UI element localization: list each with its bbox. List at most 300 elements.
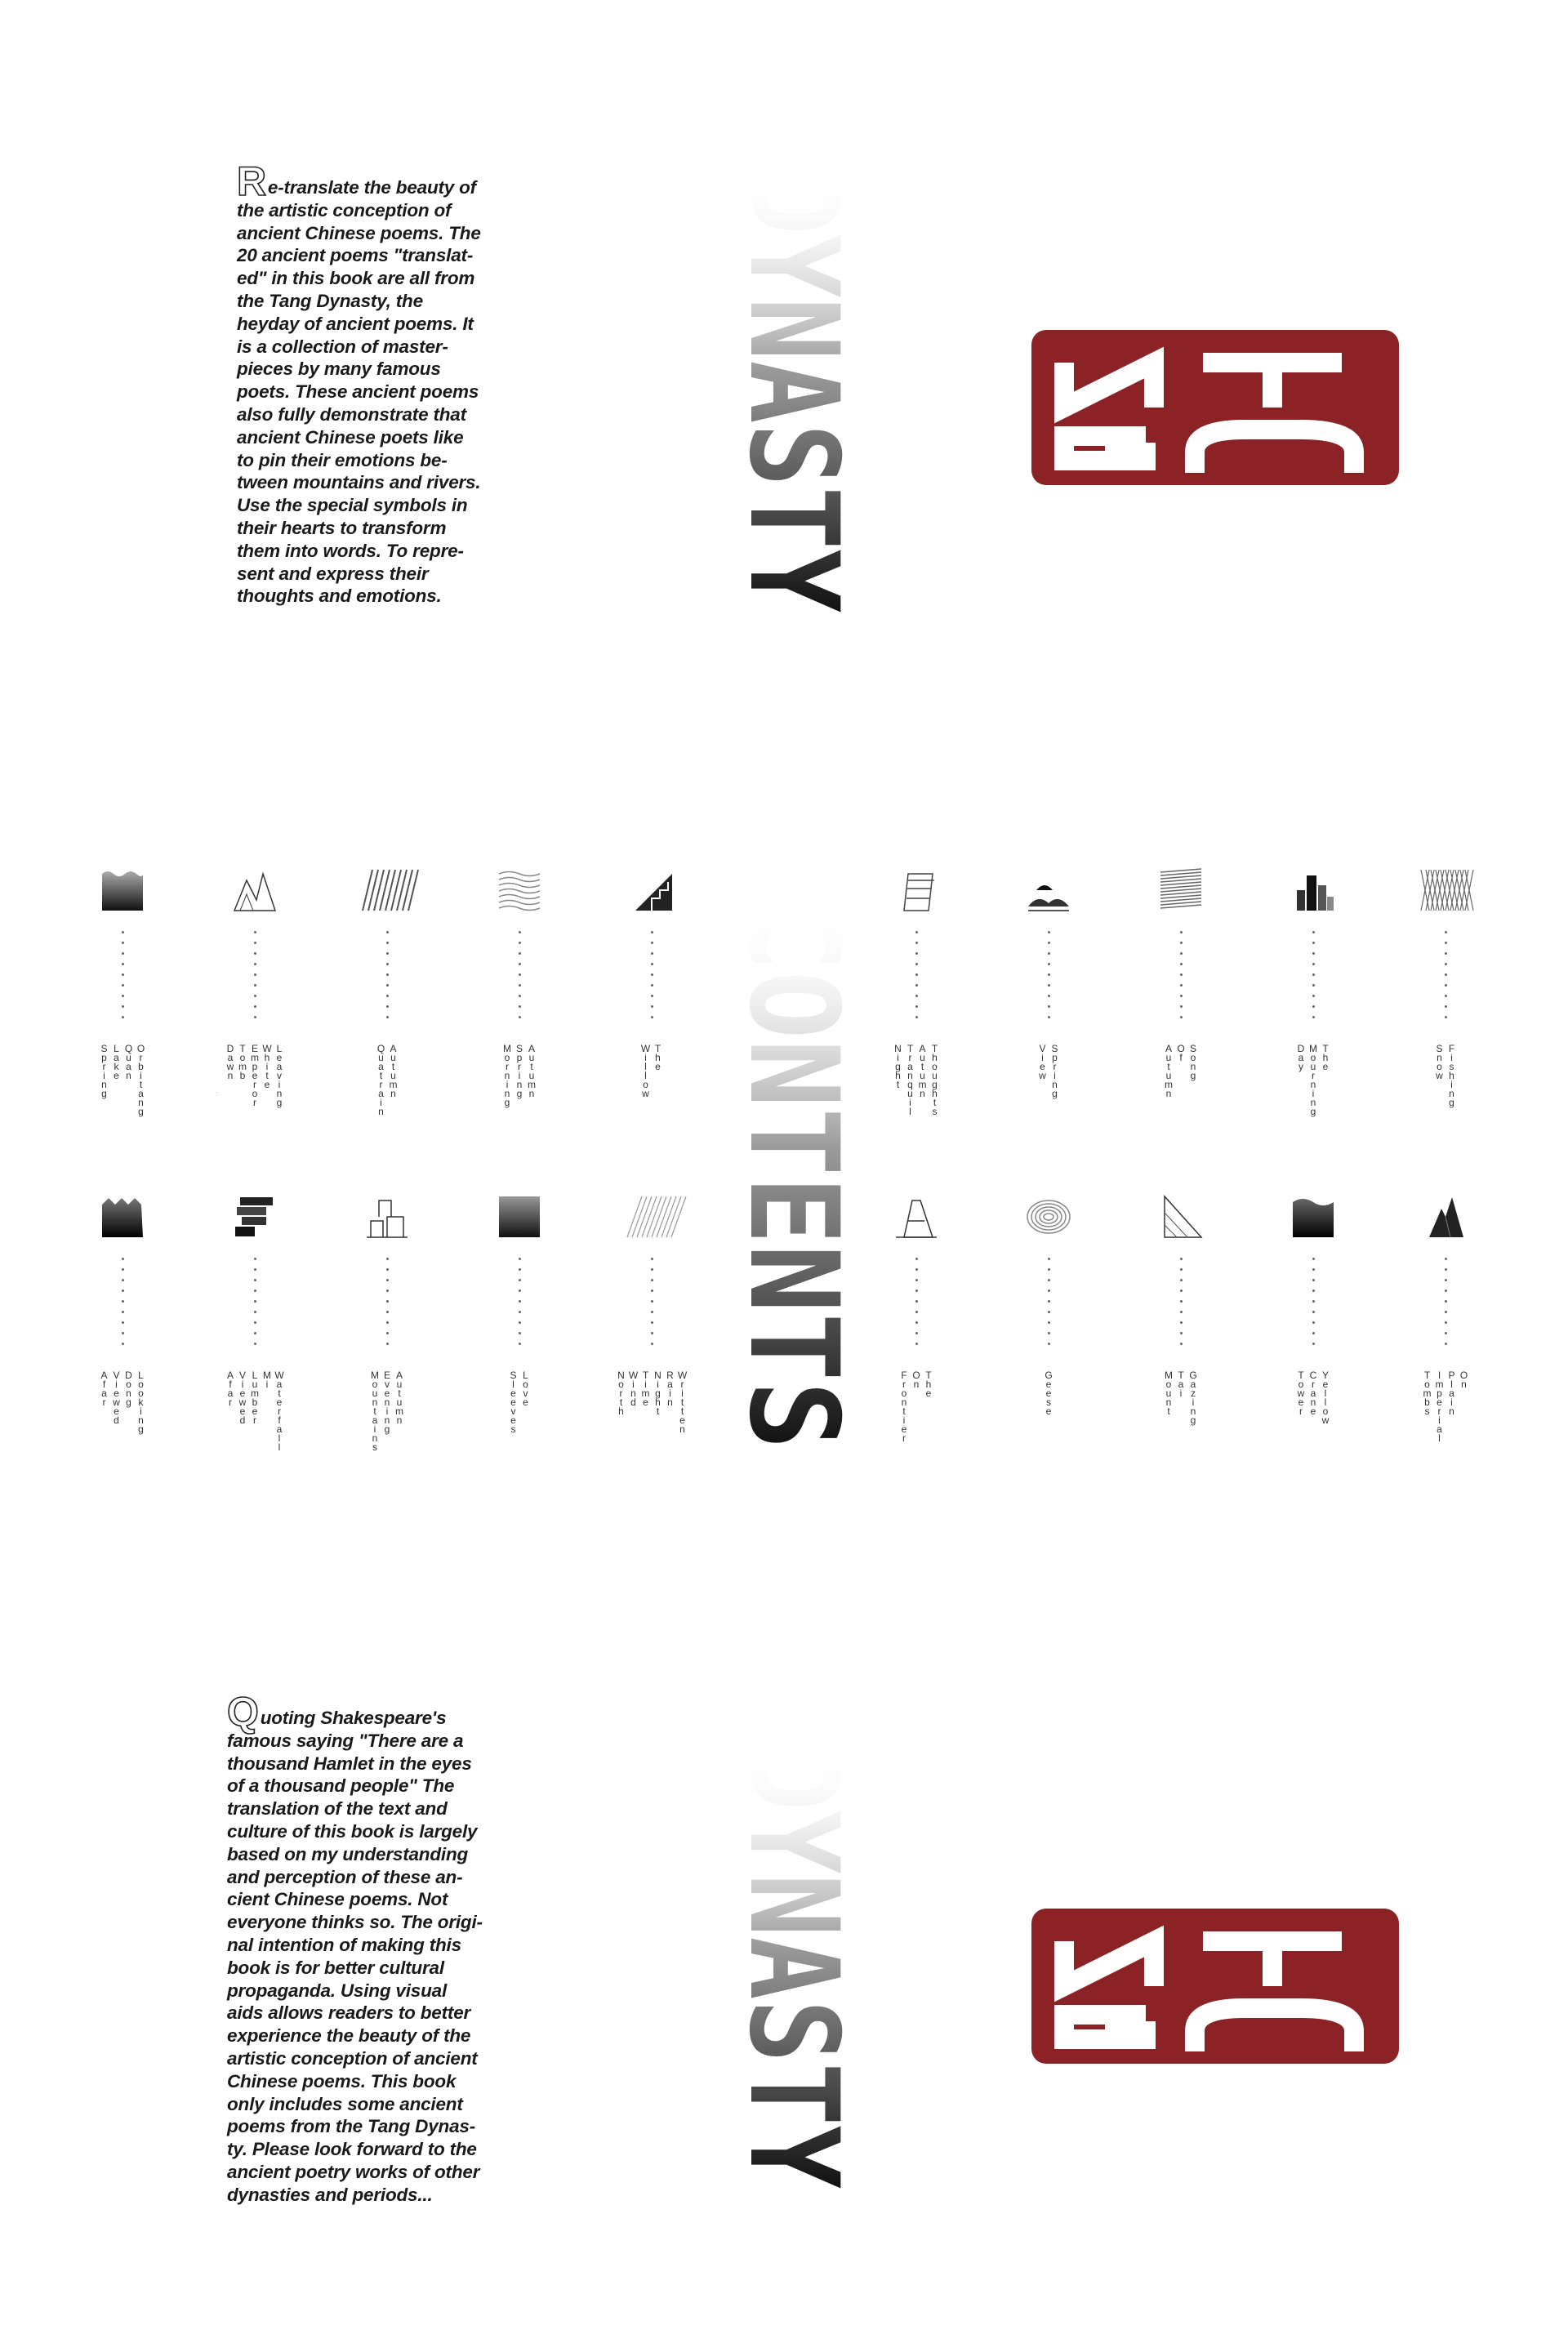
title-word: Autumn: [387, 1043, 399, 1097]
dot: [122, 1258, 124, 1260]
dot: [1048, 1321, 1050, 1324]
dot: [519, 931, 521, 933]
item-title: [100, 1370, 146, 1432]
title-word: Lake: [110, 1043, 122, 1079]
intro-line: the Tang Dynasty, the: [237, 290, 423, 311]
title-word: Spring: [1049, 1043, 1061, 1097]
intro-line: cient Chinese poems. Not: [227, 1889, 448, 1910]
dot: [1445, 963, 1447, 965]
title-word: Tower: [1295, 1370, 1307, 1414]
title-word: Love: [519, 1370, 532, 1405]
dot: [1180, 1290, 1183, 1292]
dot: [1312, 995, 1315, 997]
title-word: Dawn: [225, 1043, 236, 1079]
dot: [519, 1016, 521, 1018]
intro-line: them into words. To repre-: [237, 540, 464, 561]
title-word: Mountains: [369, 1370, 381, 1450]
dot: [1180, 1279, 1183, 1281]
dot: [915, 1268, 918, 1271]
intro-line: Use the special symbols in: [237, 495, 468, 516]
intro-line: also fully demonstrate that: [237, 403, 466, 425]
dot: [651, 984, 653, 987]
dot: [1180, 1016, 1183, 1018]
title-word: The: [652, 1043, 664, 1070]
dot: [1180, 931, 1183, 933]
intro-line: dynasties and periods...: [227, 2184, 433, 2205]
dot: [254, 1332, 256, 1334]
dot: [915, 995, 918, 997]
dot: [122, 1332, 124, 1334]
dot: [519, 973, 521, 976]
dot-leader: [386, 931, 389, 1025]
dot-leader: [519, 1258, 521, 1352]
dot: [386, 1268, 389, 1271]
title-word: Autumn: [526, 1043, 537, 1097]
peak-icon: [1421, 1192, 1470, 1241]
intro-line: pieces by many famous: [237, 359, 441, 380]
dot: [254, 995, 256, 997]
intro-line: poets. These ancient poems: [237, 381, 479, 403]
dot-leader: [1048, 1258, 1050, 1352]
dot: [519, 942, 521, 944]
title-word: Waterfall: [274, 1370, 285, 1450]
dot: [386, 973, 389, 976]
dot-leader: [1180, 931, 1183, 1025]
intro-line: propaganda. Using visual: [227, 1980, 448, 2001]
dot: [1048, 1258, 1050, 1260]
square-gradient-icon: [495, 1192, 544, 1241]
dot: [915, 1258, 918, 1260]
dot: [1445, 931, 1447, 933]
title-word: Afar: [98, 1370, 110, 1405]
dot: [519, 963, 521, 965]
dot-leader: [254, 931, 256, 1025]
dot: [386, 942, 389, 944]
intro-line: of a thousand people" The: [227, 1775, 455, 1797]
item-title: [617, 1370, 688, 1432]
dot: [1180, 1321, 1183, 1324]
dot-leader: [254, 1258, 256, 1352]
tang-logo-top: [1031, 330, 1399, 485]
contents-item[interactable]: [1272, 866, 1354, 1115]
title-word: Dong: [122, 1370, 135, 1405]
dot: [1048, 1343, 1050, 1345]
title-word: Willow: [639, 1043, 652, 1097]
dot: [1180, 1332, 1183, 1334]
title-word: View: [1036, 1043, 1049, 1079]
dot: [1445, 984, 1447, 987]
intro-line: famous saying "There are a: [227, 1730, 464, 1751]
intro-lines: [227, 1730, 497, 2207]
dot: [386, 1005, 389, 1008]
dot: [122, 1300, 124, 1303]
dot: [1180, 1005, 1183, 1008]
dot: [519, 1311, 521, 1313]
dot: [122, 1005, 124, 1008]
intro-first-line: e-translate the beauty of: [267, 177, 476, 198]
dot-leader: [915, 931, 918, 1025]
dot-leader: [651, 1258, 653, 1352]
dot: [1180, 952, 1183, 955]
intro-line: 20 ancient poems "translat-: [237, 245, 474, 266]
intro-line: poems from the Tang Dynas-: [227, 2116, 476, 2137]
dot: [915, 1005, 918, 1008]
dot: [1312, 1005, 1315, 1008]
dot-leader: [1180, 1258, 1183, 1352]
dot: [122, 942, 124, 944]
dot: [1312, 1279, 1315, 1281]
dot: [386, 1311, 389, 1313]
dot: [1312, 1016, 1315, 1018]
title-word: Mourning: [1307, 1043, 1319, 1115]
intro-line: and perception of these an-: [227, 1866, 463, 1887]
dot: [1312, 1343, 1315, 1345]
wave-dark-icon: [98, 1192, 147, 1241]
dot: [1445, 1258, 1447, 1260]
intro-line: experience the beauty of the: [227, 2025, 471, 2047]
dot: [1445, 1290, 1447, 1292]
triangle-icon: [1156, 1192, 1205, 1241]
intro-lines: [237, 199, 498, 608]
title-word: North: [615, 1370, 627, 1414]
dot: [122, 1268, 124, 1271]
tower-icon: [892, 1192, 941, 1241]
dot: [651, 973, 653, 976]
dot: [1048, 1268, 1050, 1271]
dot-leader: [122, 931, 124, 1025]
intro-line: the artistic conception of: [237, 199, 452, 220]
dot: [386, 1300, 389, 1303]
intro-paragraph-top: [237, 158, 498, 608]
intro-lead-line: [227, 1689, 497, 1735]
dot: [1312, 1268, 1315, 1271]
dot: [915, 1279, 918, 1281]
dot: [651, 1290, 653, 1292]
title-word: Spring: [514, 1043, 525, 1097]
dot: [1445, 942, 1447, 944]
dot: [122, 1016, 124, 1018]
contents-item[interactable]: [214, 866, 296, 1106]
title-word: Tombs: [1421, 1370, 1433, 1414]
contents-item[interactable]: [1140, 1192, 1222, 1423]
dot: [1445, 1321, 1447, 1324]
dot: [122, 984, 124, 987]
dot: [122, 1279, 124, 1281]
title-word: Thoughts: [929, 1043, 941, 1115]
dot: [651, 1300, 653, 1303]
title-word: Leaving: [274, 1043, 285, 1106]
dot: [254, 1268, 256, 1271]
intro-line: ed" in this book are all from: [237, 268, 475, 289]
title-word: White: [261, 1043, 273, 1088]
dot: [1180, 995, 1183, 997]
dot: [122, 1311, 124, 1313]
title-word: Autumn: [1163, 1043, 1174, 1097]
dot: [1312, 931, 1315, 933]
dot: [1180, 973, 1183, 976]
dot-leader: [1312, 1258, 1315, 1352]
title-word: Looking: [135, 1370, 147, 1432]
dot: [1180, 1258, 1183, 1260]
dot: [1048, 931, 1050, 933]
dot: [915, 984, 918, 987]
dot: [1312, 1258, 1315, 1260]
item-title: [225, 1043, 284, 1106]
dot: [1180, 942, 1183, 944]
wave-gradient-icon: [98, 866, 147, 915]
dot: [386, 1332, 389, 1334]
title-word: The: [923, 1370, 934, 1396]
title-word: Tranquil: [904, 1043, 916, 1115]
dot: [386, 1258, 389, 1260]
contents-item[interactable]: [611, 866, 693, 1097]
contents-item[interactable]: [1405, 866, 1486, 1106]
item-title: [899, 1370, 933, 1441]
dot: [915, 1290, 918, 1292]
title-word: Night: [892, 1043, 904, 1088]
title-word: Lumber: [249, 1370, 261, 1423]
intro-line: only includes some ancient: [227, 2093, 463, 2114]
dot: [519, 984, 521, 987]
intro-line: ancient Chinese poets like: [237, 426, 464, 448]
intro-line: their hearts to transform: [237, 517, 447, 538]
dot: [1445, 1279, 1447, 1281]
dot: [1048, 1300, 1050, 1303]
intro-line: aids allows readers to better: [227, 2002, 471, 2024]
intro-line: ancient Chinese poems. The: [237, 222, 481, 243]
item-title: [225, 1370, 284, 1450]
dot: [1445, 1311, 1447, 1313]
dot: [254, 1311, 256, 1313]
dot: [122, 973, 124, 976]
title-word: The: [1320, 1043, 1331, 1070]
title-word: Autumn: [916, 1043, 929, 1097]
dot: [1048, 952, 1050, 955]
title-word: Wind: [627, 1370, 639, 1405]
dot: [254, 963, 256, 965]
item-title: [1164, 1043, 1198, 1097]
dot-leader: [915, 1258, 918, 1352]
title-word: Imperial: [1433, 1370, 1446, 1441]
intro-line: culture of this book is largely: [227, 1820, 478, 1842]
dot: [122, 931, 124, 933]
intro-line: based on my understanding: [227, 1843, 469, 1864]
dot: [1048, 995, 1050, 997]
dot: [1048, 1290, 1050, 1292]
dot: [915, 1332, 918, 1334]
dot: [386, 1279, 389, 1281]
dot: [386, 1290, 389, 1292]
dot: [1445, 952, 1447, 955]
dot: [1048, 1005, 1050, 1008]
title-word: Afar: [225, 1370, 236, 1405]
dot: [254, 984, 256, 987]
contents-item[interactable]: [346, 866, 428, 1115]
dot: [1312, 984, 1315, 987]
pavilion-icon: [363, 1192, 412, 1241]
dot: [519, 1343, 521, 1345]
dot: [519, 1300, 521, 1303]
dot: [1445, 1005, 1447, 1008]
dot: [386, 952, 389, 955]
title-word: Of: [1175, 1043, 1187, 1061]
dot: [1312, 1300, 1315, 1303]
dot: [1048, 973, 1050, 976]
dot: [651, 1321, 653, 1324]
contents-item[interactable]: [875, 866, 957, 1115]
dot: [651, 1279, 653, 1281]
intro-line: sent and express their: [237, 563, 429, 584]
item-title: [1164, 1370, 1198, 1423]
item-title: [100, 1043, 146, 1115]
dot: [519, 952, 521, 955]
dot: [1445, 1268, 1447, 1271]
dot: [519, 1321, 521, 1324]
ripple-icon: [1024, 1192, 1073, 1241]
title-word: Orbitang: [135, 1043, 147, 1115]
dot: [1180, 963, 1183, 965]
dot: [651, 952, 653, 955]
dynasty-title-top: [702, 163, 882, 688]
contents-item[interactable]: [82, 1192, 163, 1432]
item-title: [370, 1370, 404, 1450]
contents-item[interactable]: [1140, 866, 1222, 1097]
dot: [651, 963, 653, 965]
dot-leader: [386, 1258, 389, 1352]
dot: [915, 942, 918, 944]
waves-light-icon: [495, 866, 544, 915]
item-title: [502, 1043, 537, 1106]
hatch-soft-icon: [627, 1192, 676, 1241]
item-title: [1435, 1043, 1457, 1106]
contents-item[interactable]: [875, 1192, 957, 1441]
title-word: Sleeves: [507, 1370, 519, 1432]
dynasty-title-text: DYNASTY: [722, 1748, 864, 2265]
dot: [1312, 973, 1315, 976]
dot: [122, 1290, 124, 1292]
contents-item[interactable]: [1008, 866, 1089, 1097]
title-word: Song: [1187, 1043, 1199, 1079]
dot: [519, 995, 521, 997]
item-title: [1423, 1370, 1469, 1441]
dot: [651, 1005, 653, 1008]
dot: [651, 1016, 653, 1018]
contents-item[interactable]: [1008, 1192, 1089, 1414]
dot: [122, 952, 124, 955]
dot: [122, 963, 124, 965]
dot: [1048, 963, 1050, 965]
title-word: Snow: [1433, 1043, 1446, 1079]
dot: [651, 1332, 653, 1334]
dot: [915, 1311, 918, 1313]
dot: [386, 1321, 389, 1324]
title-word: Crane: [1307, 1370, 1319, 1414]
dot: [1445, 1016, 1447, 1018]
intro-line: Chinese poems. This book: [227, 2070, 457, 2091]
title-word: Gazing: [1187, 1370, 1199, 1423]
logo-letters: TANG: [216, 1093, 218, 1094]
pages-icon: [892, 866, 941, 915]
dot: [915, 931, 918, 933]
dot: [519, 1290, 521, 1292]
dynasty-title-bottom: [702, 1740, 882, 2265]
dot: [519, 1258, 521, 1260]
stairs-icon: [627, 866, 676, 915]
contents-item[interactable]: [479, 1192, 560, 1432]
title-word: Morning: [501, 1043, 513, 1106]
dot: [651, 1258, 653, 1260]
intro-line: is a collection of master-: [237, 336, 448, 357]
dot: [254, 1005, 256, 1008]
hatch-diagonal-icon: [363, 866, 412, 915]
item-title: [1296, 1370, 1330, 1423]
dot: [1048, 1279, 1050, 1281]
intro-first-line: uoting Shakespeare's: [260, 1708, 447, 1728]
dot: [254, 1258, 256, 1260]
title-word: Autumn: [394, 1370, 405, 1423]
buildings-icon: [1289, 866, 1338, 915]
dot: [1312, 1311, 1315, 1313]
dot: [519, 1332, 521, 1334]
dot: [1048, 1332, 1050, 1334]
dot: [254, 1300, 256, 1303]
dot: [1312, 963, 1315, 965]
title-word: Mount: [1163, 1370, 1174, 1414]
contents-item[interactable]: [82, 866, 163, 1115]
dot: [122, 1321, 124, 1324]
drop-cap: R: [237, 158, 266, 204]
contents-grid: [0, 849, 1568, 1503]
dot: [915, 952, 918, 955]
drop-cap: Q: [227, 1689, 259, 1735]
contents-title-text: CONTENTS: [722, 902, 864, 1493]
contents-item[interactable]: [1405, 1192, 1486, 1441]
contents-item[interactable]: [214, 1192, 296, 1450]
intro-line: everyone thinks so. The origi-: [227, 1912, 483, 1933]
intro-line: to pin their emotions be-: [237, 449, 448, 470]
item-title: [641, 1043, 663, 1097]
intro-line: translation of the text and: [227, 1798, 448, 1820]
contents-item[interactable]: [479, 866, 560, 1106]
title-word: Quan: [122, 1043, 135, 1079]
dot: [651, 1311, 653, 1313]
title-word: Quatrain: [375, 1043, 387, 1115]
dot-leader: [1445, 1258, 1447, 1352]
dot: [254, 1016, 256, 1018]
dot: [1180, 1311, 1183, 1313]
dot: [1048, 984, 1050, 987]
title-word: On: [911, 1370, 922, 1388]
title-word: Tai: [1175, 1370, 1187, 1396]
dot: [651, 1268, 653, 1271]
item-title: [509, 1370, 531, 1432]
dot: [915, 1343, 918, 1345]
contents-item[interactable]: [346, 1192, 428, 1450]
mountains-icon: [230, 866, 279, 915]
title-word: Time: [639, 1370, 652, 1405]
title-word: Rain: [664, 1370, 676, 1405]
intro-line: heyday of ancient poems. It: [237, 313, 474, 334]
dot: [915, 963, 918, 965]
contents-item[interactable]: [611, 1192, 693, 1432]
contents-item[interactable]: [1272, 1192, 1354, 1423]
dot-leader: [1312, 931, 1315, 1025]
dot: [519, 1268, 521, 1271]
dot-leader: [122, 1258, 124, 1352]
dot: [254, 952, 256, 955]
hatch-lines-icon: [1156, 866, 1205, 915]
title-word: Geese: [1043, 1370, 1054, 1414]
